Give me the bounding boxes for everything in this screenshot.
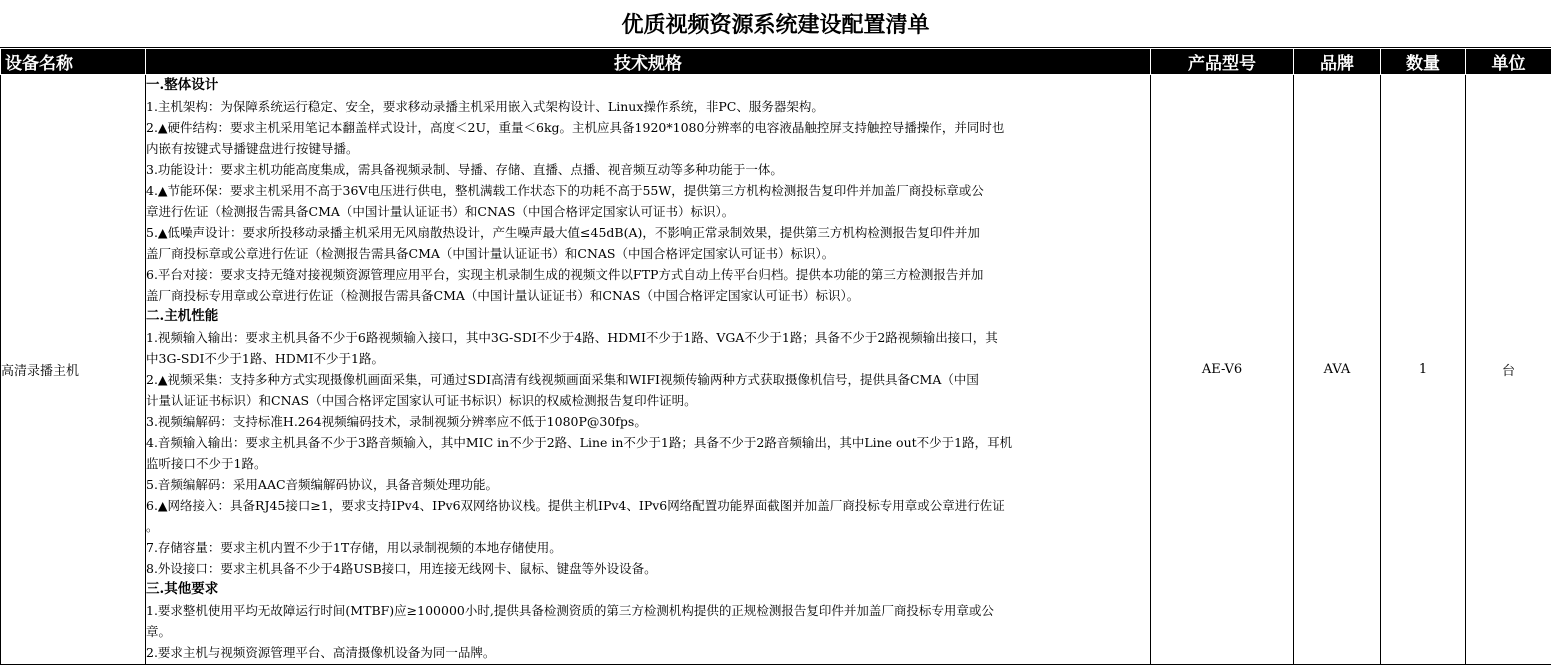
spec-line: 5.音频编解码：采用AAC音频编解码协议，具备音频处理功能。 <box>146 474 1150 495</box>
sheet-title: 优质视频资源系统建设配置清单 <box>0 0 1551 48</box>
spec-line: 8.外设接口：要求主机具备不少于4路USB接口，用连接无线网卡、鼠标、键盘等外设设备。 <box>146 558 1150 579</box>
spec-line: 1.要求整机使用平均无故障运行时间(MTBF)应≥100000小时,提供具备检测资质的第三方检测机构提供的正规检测报告复印件并加盖厂商投标专用章或公 <box>146 600 1150 621</box>
spec-line: 章。 <box>146 621 1150 642</box>
spec-line: 3.视频编解码：支持标准H.264视频编码技术，录制视频分辨率应不低于1080P@30fps。 <box>146 411 1150 432</box>
spec-line: 计量认证证书标识）和CNAS（中国合格评定国家认可证书标识）标识的权威检测报告复印件证明。 <box>146 390 1150 411</box>
spec-line: 1.视频输入输出：要求主机具备不少于6路视频输入接口，其中3G-SDI不少于4路、HDMI不少于1路、VGA不少于1路；具备不少于2路视频输出接口，其 <box>146 327 1150 348</box>
header-qty[interactable]: 数量 <box>1381 49 1466 75</box>
spec-section-title: 二.主机性能 <box>146 306 1150 327</box>
header-model[interactable]: 产品型号 <box>1151 49 1294 75</box>
table-row <box>1 75 1551 665</box>
cell-model[interactable]: AE-V6 <box>1151 75 1294 665</box>
cell-spec[interactable] <box>146 75 1151 665</box>
spec-line: 3.功能设计：要求主机功能高度集成，需具备视频录制、导播、存储、直播、点播、视音频互动等多种功能于一体。 <box>146 159 1150 180</box>
spec-line: 6.▲网络接入：具备RJ45接口≥1，要求支持IPv4、IPv6双网络协议栈。提供主机IPv4、IPv6网络配置功能界面截图并加盖厂商投标专用章或公章进行佐证 <box>146 495 1150 516</box>
spec-line: 2.▲硬件结构：要求主机采用笔记本翻盖样式设计，高度＜2U，重量＜6kg。主机应具备1920*1080分辨率的电容液晶触控屏支持触控导播操作，并同时也 <box>146 117 1150 138</box>
config-table <box>0 48 1551 665</box>
spec-line: 中3G-SDI不少于1路、HDMI不少于1路。 <box>146 348 1150 369</box>
spec-line: 4.音频输入输出：要求主机具备不少于3路音频输入，其中MIC in不少于2路、Line in不少于1路；具备不少于2路音频输出，其中Line out不少于1路，耳机 <box>146 432 1150 453</box>
header-row <box>1 49 1551 75</box>
spec-line: 监听接口不少于1路。 <box>146 453 1150 474</box>
cell-unit[interactable]: 台 <box>1466 75 1551 665</box>
spec-section-lines <box>146 96 1150 306</box>
header-unit[interactable]: 单位 <box>1466 49 1551 75</box>
spec-section-lines <box>146 600 1150 663</box>
header-device[interactable]: 设备名称 <box>1 49 146 75</box>
spec-line: 章进行佐证（检测报告需具备CMA（中国计量认证证书）和CNAS（中国合格评定国家认可证书）标识）。 <box>146 201 1150 222</box>
spec-line: 盖厂商投标章或公章进行佐证（检测报告需具备CMA（中国计量认证证书）和CNAS（中国合格评定国家认可证书）标识）。 <box>146 243 1150 264</box>
spec-line: 1.主机架构：为保障系统运行稳定、安全，要求移动录播主机采用嵌入式架构设计、Linux操作系统，非PC、服务器架构。 <box>146 96 1150 117</box>
spec-section-title: 一.整体设计 <box>146 75 1150 96</box>
spec-line: 6.平台对接：要求支持无缝对接视频资源管理应用平台，实现主机录制生成的视频文件以FTP方式自动上传平台归档。提供本功能的第三方检测报告并加 <box>146 264 1150 285</box>
spec-line: 2.要求主机与视频资源管理平台、高清摄像机设备为同一品牌。 <box>146 642 1150 663</box>
spec-line: 。 <box>146 516 1150 537</box>
cell-qty[interactable]: 1 <box>1381 75 1466 665</box>
cell-device-name[interactable]: 高清录播主机 <box>1 75 146 665</box>
spec-line: 4.▲节能环保：要求主机采用不高于36V电压进行供电，整机满载工作状态下的功耗不高于55W，提供第三方机构检测报告复印件并加盖厂商投标章或公 <box>146 180 1150 201</box>
spec-line: 2.▲视频采集：支持多种方式实现摄像机画面采集，可通过SDI高清有线视频画面采集和WIFI视频传输两种方式获取摄像机信号，提供具备CMA（中国 <box>146 369 1150 390</box>
header-spec[interactable]: 技术规格 <box>146 49 1151 75</box>
spec-section-title: 三.其他要求 <box>146 579 1150 600</box>
spec-line: 盖厂商投标专用章或公章进行佐证（检测报告需具备CMA（中国计量认证证书）和CNAS（中国合格评定国家认可证书）标识）。 <box>146 285 1150 306</box>
spec-line: 内嵌有按键式导播键盘进行按键导播。 <box>146 138 1150 159</box>
cell-brand[interactable]: AVA <box>1294 75 1381 665</box>
spec-line: 5.▲低噪声设计：要求所投移动录播主机采用无风扇散热设计，产生噪声最大值≤45dB(A)，不影响正常录制效果，提供第三方机构检测报告复印件并加 <box>146 222 1150 243</box>
spec-line: 7.存储容量：要求主机内置不少于1T存储，用以录制视频的本地存储使用。 <box>146 537 1150 558</box>
spec-section-lines <box>146 327 1150 579</box>
header-brand[interactable]: 品牌 <box>1294 49 1381 75</box>
